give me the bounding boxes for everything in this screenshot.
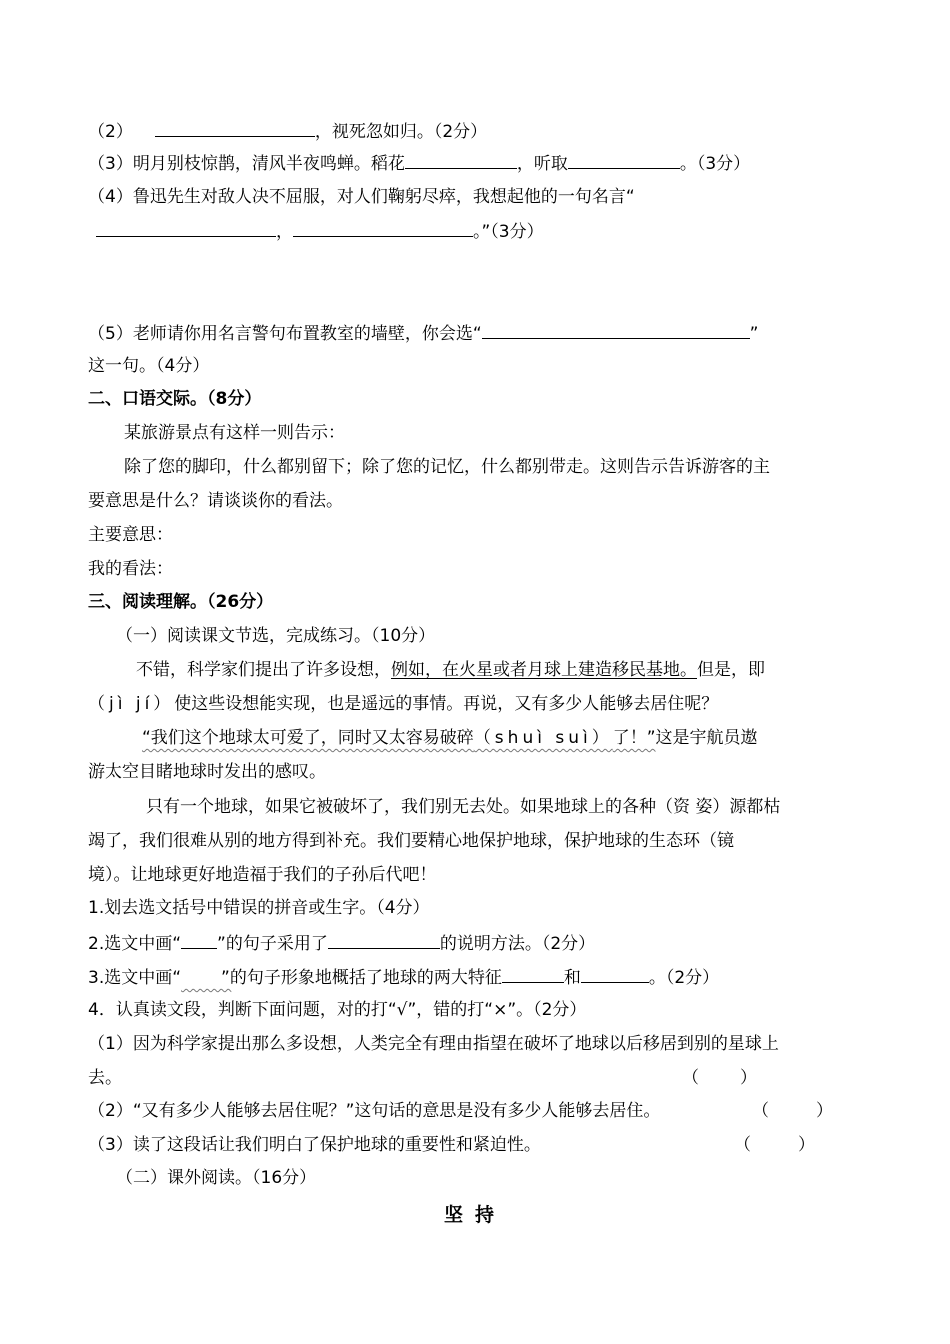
judge-answer-3[interactable] [752, 1133, 796, 1157]
passage-para-3-cont-1: 竭了，我们很难从别的地方得到补充。我们要精心地保护地球，保护地球的生态环（镜 [88, 831, 734, 851]
passage-para-3-cont-2: 境）。让地球更好地造福于我们的子孙后代吧！ [88, 865, 437, 885]
exercise-1: 1.划去选文括号中错误的拼音或生字。（4分） [88, 898, 430, 918]
judge-item-1-cont: 去。 [88, 1068, 122, 1088]
passage-para-2-cont: 游太空目睹地球时发出的感叹。 [88, 762, 326, 782]
passage-para-1-cont: （jì jí）使这些设想能实现，也是遥远的事情。再说，又有多少人能够去居住呢？ [88, 694, 719, 714]
my-view-label: 我的看法： [88, 559, 173, 579]
judge-item-1: （1）因为科学家提出那么多设想，人类完全有理由指望在破坏了地球以后移居到别的星球上 [88, 1034, 779, 1054]
answer-blank[interactable] [96, 218, 276, 237]
section-2-intro: 某旅游景点有这样一则告示： [124, 423, 345, 443]
passage-para-3: 只有一个地球，如果它被破坏了，我们别无去处。如果地球上的各种（资 姿）源都枯 [146, 797, 781, 817]
article-title: 坚持 [443, 1204, 506, 1226]
exercise-3: 3.选文中画“ ”的句子形象地概括了地球的两大特征 和 。（2分） [88, 964, 719, 990]
section-2-question: 要意思是什么？请谈谈你的看法。 [88, 491, 343, 511]
question-5-cont: 这一句。（4分） [88, 356, 210, 376]
answer-blank[interactable] [405, 150, 517, 169]
answer-blank[interactable] [482, 320, 750, 339]
question-3: （3）明月别枝惊鹊，清风半夜鸣蝉。稻花 ，听取 。（3分） [88, 150, 750, 176]
part-1-heading: （一）阅读课文节选，完成练习。（10分） [116, 626, 436, 646]
judge-answer-1[interactable] [700, 1066, 740, 1090]
judge-item-3: （3）读了这段话让我们明白了保护地球的重要性和紧迫性。 [88, 1135, 541, 1155]
answer-blank[interactable] [568, 150, 680, 169]
exercise-2: 2.选文中画“ ”的句子采用了 的说明方法。（2分） [88, 930, 595, 956]
section-3-heading: 三、阅读理解。（26分） [88, 592, 274, 612]
answer-blank[interactable] [293, 218, 473, 237]
question-4-answer-line: ， 。”（3分） [96, 218, 544, 244]
question-2: （2） ，视死忽如归。（2分） [88, 118, 487, 144]
question-5: （5）老师请你用名言警句布置教室的墙壁，你会选“ ” [88, 320, 758, 346]
part-2-heading: （二）课外阅读。（16分） [116, 1168, 317, 1188]
pinyin-choice: （jì jí） [88, 694, 175, 714]
judge-item-2: （2）“又有多少人能够去居住呢？”这句话的意思是没有多少人能够去居住。 [88, 1101, 661, 1121]
answer-blank[interactable] [155, 118, 315, 137]
exercise-4: 4．认真读文段，判断下面问题，对的打“√”，错的打“×”。（2分） [88, 1000, 587, 1020]
answer-blank[interactable] [502, 964, 564, 983]
wavy-underline-sample [181, 966, 221, 990]
passage-para-2: “我们这个地球太可爱了，同时又太容易破碎（shuì suì）了！”这是宇航员遨 [142, 728, 758, 748]
underlined-sentence: 例如，在火星或者月球上建造移民基地。 [391, 660, 697, 680]
judge-answer-2[interactable] [770, 1099, 814, 1123]
wavy-underlined-sentence: “我们这个地球太可爱了，同时又太容易破碎（shuì suì）了！” [142, 728, 656, 748]
main-idea-label: 主要意思： [88, 525, 173, 545]
answer-blank[interactable] [581, 964, 649, 983]
answer-blank[interactable] [328, 930, 440, 949]
passage-para-1: 不错，科学家们提出了许多设想，例如，在火星或者月球上建造移民基地。但是，即 [136, 660, 765, 680]
section-2-heading: 二、口语交际。（8分） [88, 389, 262, 409]
section-2-notice: 除了您的脚印，什么都别留下；除了您的记忆，什么都别带走。这则告示告诉游客的主 [124, 457, 770, 477]
underline-sample [181, 936, 217, 949]
question-4: （4）鲁迅先生对敌人决不屈服，对人们鞠躬尽瘁，我想起他的一句名言“ [88, 187, 635, 207]
